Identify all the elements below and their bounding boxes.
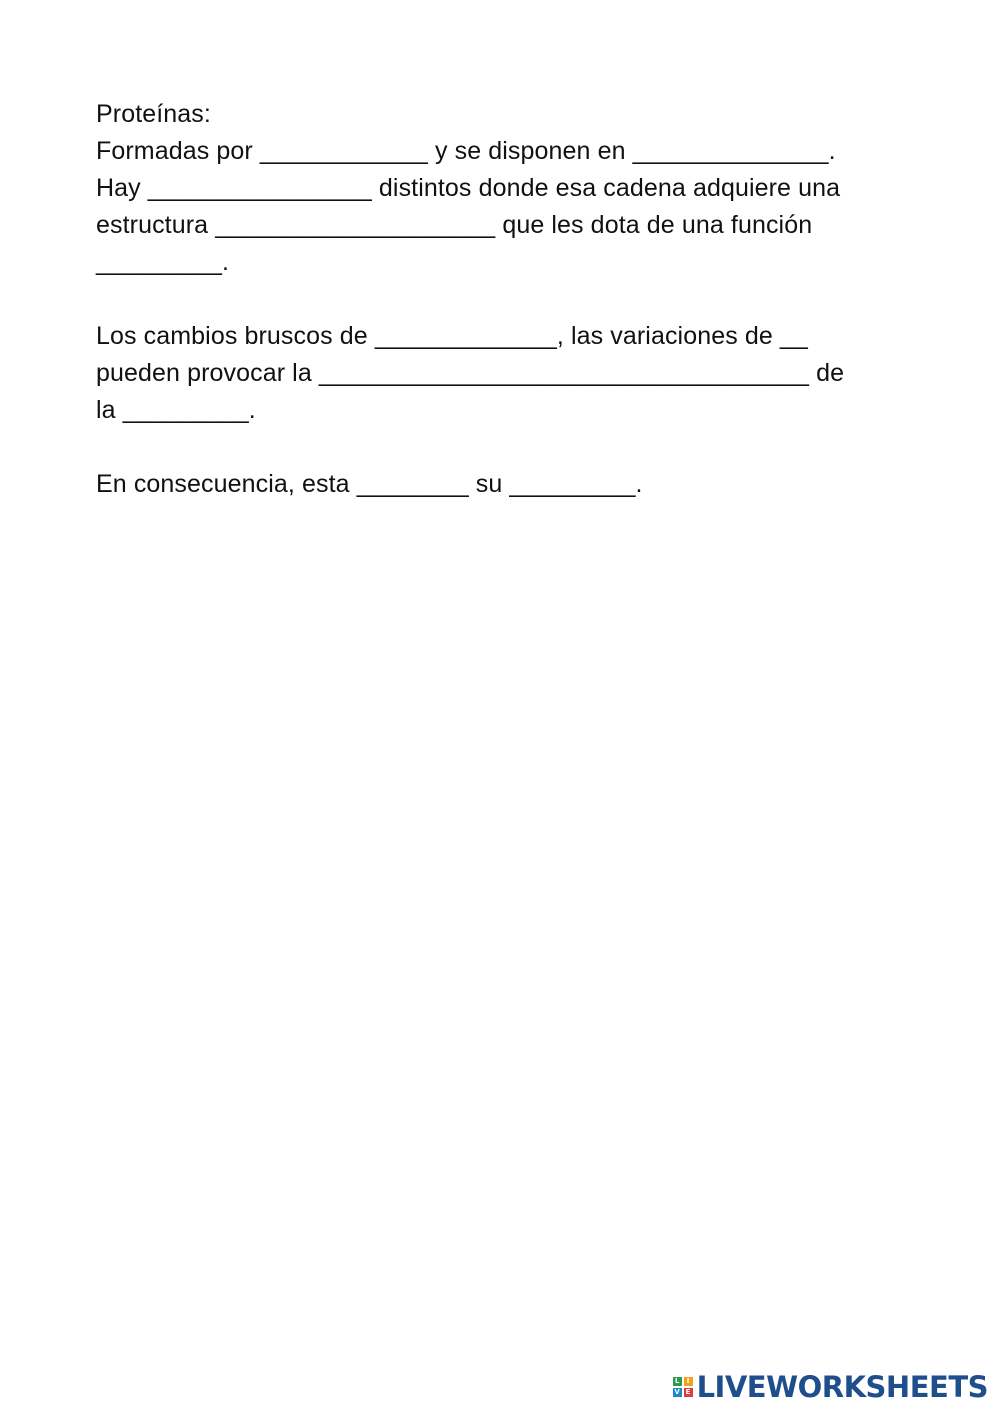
fill-in-line[interactable]: Los cambios bruscos de _____________, las variaciones de __ bbox=[96, 322, 808, 350]
logo-mark-letter: E bbox=[684, 1388, 693, 1397]
liveworksheets-logo bbox=[673, 1370, 988, 1404]
worksheet-title: Proteínas: bbox=[96, 100, 211, 128]
paragraph-spacer bbox=[96, 429, 916, 466]
logo-mark-icon bbox=[673, 1377, 693, 1397]
fill-in-line[interactable]: pueden provocar la ___________________________________ de bbox=[96, 359, 845, 387]
logo-text: LIVEWORKSHEETS bbox=[696, 1370, 988, 1404]
paragraph-spacer bbox=[96, 281, 916, 318]
fill-in-line[interactable]: _________. bbox=[96, 248, 230, 276]
logo-mark-letter: I bbox=[684, 1377, 693, 1386]
fill-in-line[interactable]: la _________. bbox=[96, 396, 256, 424]
fill-in-line[interactable]: Formadas por ____________ y se disponen en ______________. bbox=[96, 137, 836, 165]
fill-in-line[interactable]: estructura ____________________ que les dota de una función bbox=[96, 211, 813, 239]
worksheet-body bbox=[96, 96, 916, 503]
fill-in-line[interactable]: Hay ________________ distintos donde esa cadena adquiere una bbox=[96, 174, 841, 202]
logo-mark-letter: L bbox=[673, 1377, 682, 1386]
logo-mark-letter: V bbox=[674, 1388, 680, 1396]
fill-in-line[interactable]: En consecuencia, esta ________ su _________. bbox=[96, 470, 643, 498]
